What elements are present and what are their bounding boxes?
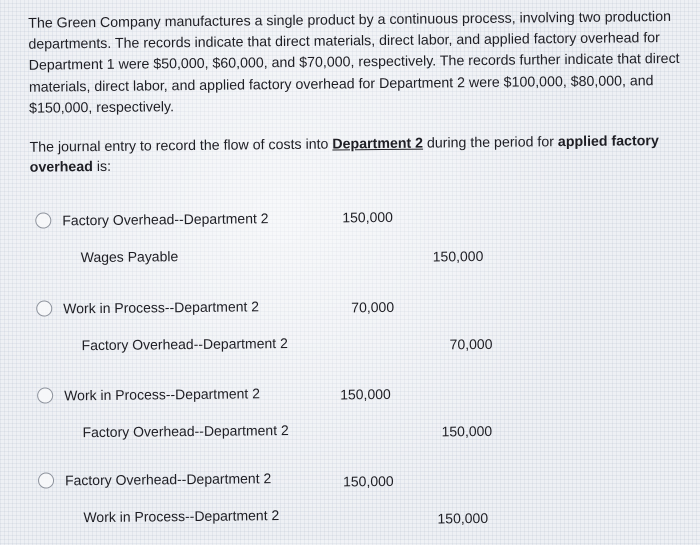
option-3-debit-account: Work in Process--Department 2	[64, 385, 261, 404]
option-1-debit-amount: 150,000	[342, 208, 393, 226]
option-1-credit-amount: 150,000	[432, 247, 484, 265]
option-2-debit-account: Work in Process--Department 2	[63, 298, 260, 317]
question-part-2: during the period for	[422, 134, 558, 152]
option-4-radio[interactable]	[38, 472, 54, 488]
problem-statement: The Green Company manufactures a single product by a continuous process, involving two production departments. The records indicate that direct materials, direct labor, and applied factory overhead for Department 1 were $50,000, $60,000, and $70,000, respectively. The records further indicate that direct materials, direct labor, and applied factory overhead for Department 2 were $100,000, $80,000, and $150,000, respectively.	[28, 8, 680, 117]
option-1-debit-account: Factory Overhead--Department 2	[62, 210, 269, 229]
option-4-credit-account: Work in Process--Department 2	[83, 507, 280, 526]
question-applied-overhead: applied factory overhead	[29, 133, 659, 176]
option-4-debit-amount: 150,000	[342, 472, 394, 490]
option-3-radio[interactable]	[37, 387, 53, 403]
question-department: Department 2	[332, 135, 424, 153]
option-2-radio[interactable]	[36, 300, 52, 316]
option-4-credit-amount: 150,000	[437, 509, 489, 527]
option-4-debit-account: Factory Overhead--Department 2	[64, 470, 272, 489]
option-3-debit-amount: 150,000	[340, 385, 391, 403]
answer-option-3[interactable]	[4, 373, 700, 460]
option-1-radio[interactable]	[35, 212, 51, 228]
option-1-credit-account: Wages Payable	[80, 248, 179, 266]
question-part-1: The journal entry to record the flow of costs into	[29, 136, 333, 156]
option-3-credit-account: Factory Overhead--Department 2	[82, 422, 289, 441]
answer-option-4[interactable]	[5, 458, 700, 545]
option-2-credit-amount: 70,000	[449, 335, 493, 353]
answer-option-2[interactable]	[3, 286, 700, 373]
option-2-credit-account: Factory Overhead--Department 2	[81, 335, 288, 354]
option-3-credit-amount: 150,000	[441, 422, 493, 440]
question-prompt	[29, 131, 669, 178]
option-2-debit-amount: 70,000	[351, 298, 395, 316]
answer-option-1[interactable]	[2, 198, 700, 285]
question-part-3: is:	[96, 158, 112, 175]
